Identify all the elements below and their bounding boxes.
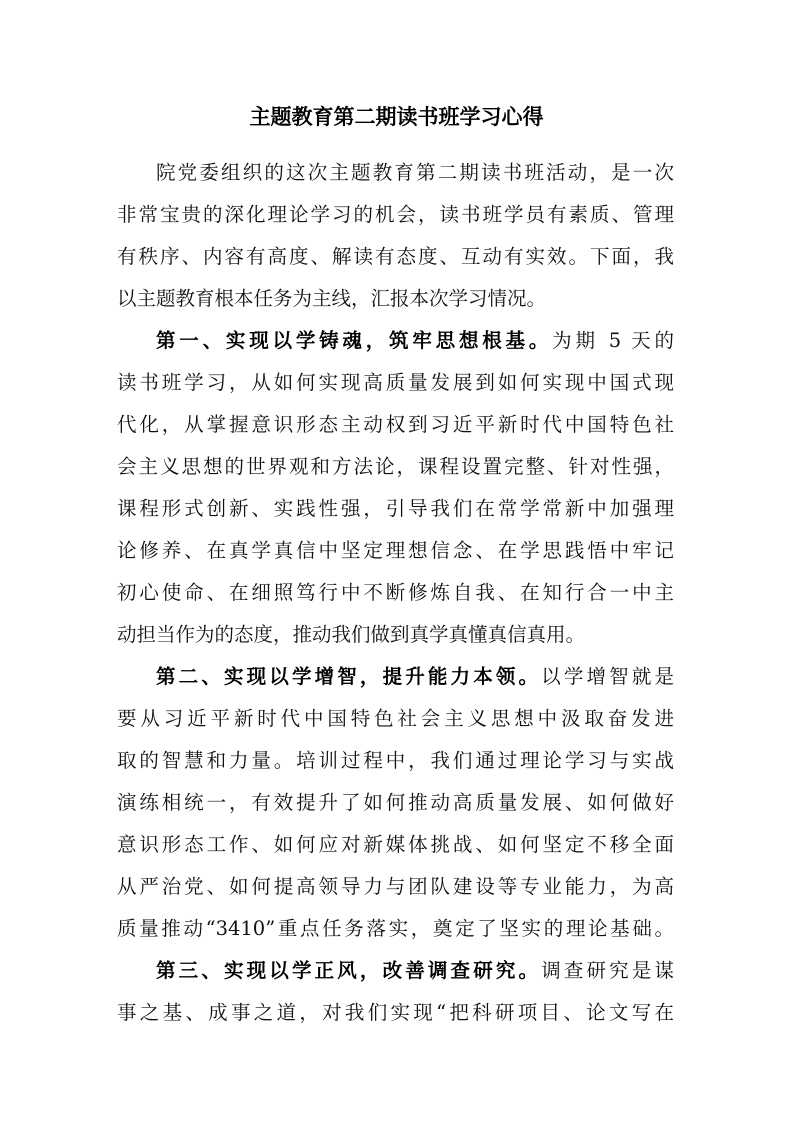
line-text: 质量推动“3410”重点任务落实，奠定了坚实的理论基础。 [117, 917, 674, 940]
line-text: 读书班学习，从如何实现高质量发展到如何实现中国式现 [117, 371, 674, 394]
text-line [117, 448, 674, 490]
text-line [117, 574, 674, 616]
section-heading: 第二、实现以学增智，提升能力本领。 [156, 665, 542, 688]
line-text: 以学增智就是 [541, 665, 674, 688]
line-text: 有秩序、内容有高度、解读有态度、互动有实效。下面，我 [117, 245, 674, 268]
text-line [117, 406, 674, 448]
line-text: 意识形态工作、如何应对新媒体挑战、如何坚定不移全面 [117, 833, 674, 856]
line-text: 要从习近平新时代中国特色社会主义思想中汲取奋发进 [117, 707, 674, 730]
document-body [117, 154, 674, 1036]
text-line [117, 700, 674, 742]
text-line [117, 742, 674, 784]
text-line [117, 364, 674, 406]
text-line [117, 490, 674, 532]
text-line [117, 154, 674, 196]
line-text: 论修养、在真学真信中坚定理想信念、在学思践悟中牢记 [117, 539, 674, 562]
paragraph-section-2 [117, 658, 674, 952]
text-line [117, 784, 674, 826]
paragraph-section-3 [117, 952, 674, 1036]
line-text: 初心使命、在细照笃行中不断修炼自我、在知行合一中主 [117, 581, 674, 604]
text-line [117, 868, 674, 910]
line-text: 动担当作为的态度，推动我们做到真学真懂真信真用。 [117, 623, 586, 646]
section-heading: 第一、实现以学铸魂，筑牢思想根基。 [156, 329, 553, 352]
text-line [117, 196, 674, 238]
text-line [117, 826, 674, 868]
line-text: 会主义思想的世界观和方法论，课程设置完整、针对性强， [117, 455, 674, 478]
line-text: 院党委组织的这次主题教育第二期读书班活动，是一次 [156, 161, 674, 184]
text-line [117, 532, 674, 574]
line-text: 演练相统一，有效提升了如何推动高质量发展、如何做好 [117, 791, 674, 814]
line-text: 非常宝贵的深化理论学习的机会，读书班学员有素质、管理 [117, 203, 674, 226]
document-title: 主题教育第二期读书班学习心得 [249, 105, 544, 129]
line-text: 代化，从掌握意识形态主动权到习近平新时代中国特色社 [117, 413, 674, 436]
paragraph-intro [117, 154, 674, 322]
text-line [117, 238, 674, 280]
text-line [117, 952, 674, 994]
line-text: 课程形式创新、实践性强，引导我们在常学常新中加强理 [117, 497, 674, 520]
text-line [117, 994, 674, 1036]
line-text: 以主题教育根本任务为主线，汇报本次学习情况。 [117, 287, 547, 310]
line-text: 为期 5 天的 [552, 329, 674, 352]
section-heading: 第三、实现以学正风，改善调查研究。 [156, 959, 542, 982]
text-line [117, 910, 674, 952]
line-text: 取的智慧和力量。培训过程中，我们通过理论学习与实战 [117, 749, 674, 772]
text-line [117, 280, 674, 322]
line-text: 事之基、成事之道，对我们实现“把科研项目、论文写在 [117, 1001, 674, 1024]
line-text: 调查研究是谋 [541, 959, 674, 982]
text-line [117, 322, 674, 364]
line-text: 从严治党、如何提高领导力与团队建设等专业能力，为高 [117, 875, 674, 898]
paragraph-section-1 [117, 322, 674, 658]
text-line [117, 616, 674, 658]
text-line [117, 658, 674, 700]
